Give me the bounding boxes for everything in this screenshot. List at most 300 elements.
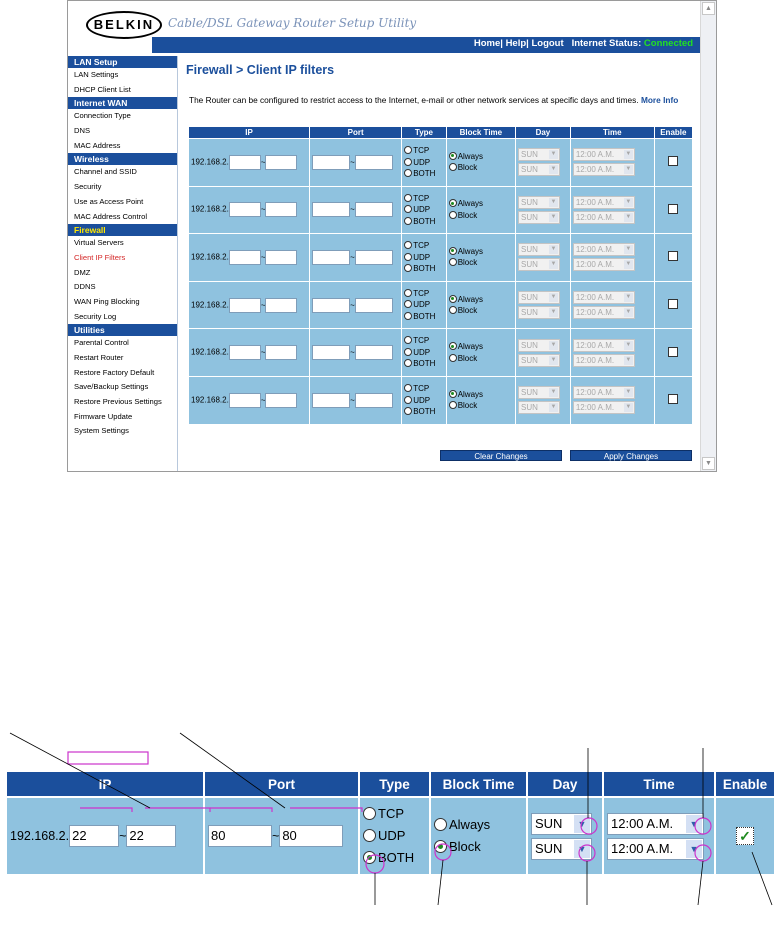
sidebar-item-security-log[interactable]: Security Log [74, 311, 117, 321]
radio-icon [404, 300, 412, 308]
block-block-radio[interactable]: Block [449, 210, 513, 222]
enable-cell [655, 234, 692, 281]
detail-ip-start-input[interactable]: 22 [69, 825, 119, 847]
chevron-down-icon: ▼ [550, 389, 557, 396]
radio-icon [404, 217, 412, 225]
ip-start-input[interactable] [229, 155, 261, 170]
tilde: ~ [260, 300, 266, 310]
radio-icon [404, 312, 412, 320]
radio-icon [404, 289, 412, 297]
day-end-select[interactable]: SUN ▼ [518, 258, 560, 271]
day-end-select[interactable]: SUN ▼ [518, 211, 560, 224]
time-cell [571, 377, 654, 424]
chevron-down-icon: ▼ [550, 246, 557, 253]
tilde: ~ [260, 395, 266, 405]
ip-start-input[interactable] [229, 298, 261, 313]
block-always-radio[interactable]: Always [449, 294, 513, 306]
sidebar-section-wireless: Wireless [68, 153, 177, 165]
time-start-select[interactable]: 12:00 A.M. ▼ [573, 196, 635, 209]
radio-icon [449, 306, 457, 314]
block-always-radio[interactable]: Always [449, 198, 513, 210]
type-udp-radio[interactable]: UDP [404, 395, 443, 407]
port-cell [310, 139, 401, 186]
ip-start-input[interactable] [229, 393, 261, 408]
help-link[interactable]: Help [505, 38, 527, 49]
detail-ip-end-input[interactable]: 22 [126, 825, 176, 847]
day-end-select[interactable]: SUN ▼ [518, 401, 560, 414]
sidebar-item-wan-ping-blocking[interactable]: WAN Ping Blocking [74, 296, 140, 306]
port-cell [310, 282, 401, 329]
ip-end-input[interactable] [265, 345, 297, 360]
day-start-select[interactable]: SUN ▼ [518, 243, 560, 256]
port-start-input[interactable] [312, 393, 350, 408]
day-start-select[interactable]: SUN ▼ [518, 148, 560, 161]
ip-prefix: 192.168.2. [191, 347, 229, 357]
tilde: ~ [272, 829, 280, 843]
chevron-down-icon: ▼ [686, 815, 702, 833]
radio-icon [449, 258, 457, 266]
time-start-select[interactable]: 12:00 A.M. ▼ [573, 148, 635, 161]
sidebar-item-firmware-update[interactable]: Firmware Update [74, 411, 133, 421]
enable-checkbox[interactable] [668, 156, 678, 166]
block-block-radio[interactable]: Block [449, 305, 513, 317]
ip-end-input[interactable] [265, 393, 297, 408]
clear-changes-button[interactable]: Clear Changes [440, 450, 562, 461]
detail-header-time: Time [604, 772, 714, 796]
detail-header-type: Type [360, 772, 429, 796]
chevron-down-icon: ▼ [625, 404, 632, 411]
chevron-down-icon: ▼ [550, 151, 557, 158]
chevron-down-icon: ▼ [625, 294, 632, 301]
time-end-select[interactable]: 12:00 A.M. ▼ [573, 354, 635, 367]
chevron-down-icon: ▼ [625, 261, 632, 268]
type-udp-radio[interactable]: UDP [404, 347, 443, 359]
block-always-radio[interactable]: Always [449, 389, 513, 401]
intro-body: The Router can be configured to restrict access to the Internet, e-mail or other network services at specific days and times. [189, 95, 639, 105]
sidebar [68, 56, 178, 472]
tilde: ~ [119, 829, 127, 843]
port-cell [310, 329, 401, 376]
sidebar-section-firewall: Firewall [68, 224, 177, 236]
type-udp-radio[interactable]: UDP [404, 299, 443, 311]
chevron-down-icon: ▼ [625, 309, 632, 316]
detail-type-both[interactable]: BOTH [363, 847, 426, 869]
type-both-radio[interactable]: BOTH [404, 263, 443, 275]
sidebar-item-restore-previous-settings[interactable]: Restore Previous Settings [74, 397, 162, 407]
day-start-select[interactable]: SUN ▼ [518, 339, 560, 352]
internet-status-value: Connected [643, 38, 693, 49]
apply-changes-button[interactable]: Apply Changes [570, 450, 692, 461]
radio-icon [404, 194, 412, 202]
radio-icon [404, 359, 412, 367]
chevron-down-icon: ▼ [550, 309, 557, 316]
type-cell [402, 139, 445, 186]
block-always-radio[interactable]: Always [449, 341, 513, 353]
sidebar-item-dmz[interactable]: DMZ [74, 267, 91, 277]
enable-checkbox[interactable] [668, 394, 678, 404]
type-tcp-radio[interactable]: TCP [404, 240, 443, 252]
port-end-input[interactable] [355, 202, 393, 217]
day-start-select[interactable]: SUN ▼ [518, 196, 560, 209]
detail-ip-prefix: 192.168.2. [10, 829, 70, 844]
port-end-input[interactable] [355, 250, 393, 265]
radio-icon [449, 354, 457, 362]
port-cell [310, 234, 401, 281]
type-cell [402, 187, 445, 234]
time-cell [571, 282, 654, 329]
day-end-select[interactable]: SUN ▼ [518, 163, 560, 176]
block-time-cell [447, 329, 515, 376]
radio-icon [449, 199, 457, 207]
radio-icon [363, 807, 376, 820]
detail-time-cell [604, 798, 714, 874]
radio-icon [404, 264, 412, 272]
chevron-down-icon: ▼ [686, 840, 702, 858]
port-cell [310, 377, 401, 424]
block-block-radio[interactable]: Block [449, 162, 513, 174]
time-end-select[interactable]: 12:00 A.M. ▼ [573, 401, 635, 414]
radio-icon [434, 818, 447, 831]
router-setup-window [67, 0, 717, 472]
type-tcp-radio[interactable]: TCP [404, 193, 443, 205]
day-start-select[interactable]: SUN ▼ [518, 291, 560, 304]
radio-icon [449, 401, 457, 409]
ip-cell [189, 139, 309, 186]
table-row [189, 377, 692, 424]
type-both-radio[interactable]: BOTH [404, 358, 443, 370]
enable-checkbox[interactable] [668, 251, 678, 261]
sidebar-item-connection-type[interactable]: Connection Type [74, 111, 131, 121]
detail-block-always[interactable]: Always [434, 814, 523, 836]
day-cell [516, 139, 570, 186]
detail-day-end-select[interactable]: SUN ▼ [531, 838, 592, 860]
day-start-select[interactable]: SUN ▼ [518, 386, 560, 399]
radio-icon [449, 163, 457, 171]
enable-cell [655, 377, 692, 424]
enable-checkbox[interactable] [668, 299, 678, 309]
chevron-down-icon: ▼ [625, 213, 632, 220]
day-end-select[interactable]: SUN ▼ [518, 306, 560, 319]
radio-icon [449, 390, 457, 398]
scroll-up-icon[interactable]: ▲ [702, 2, 715, 15]
radio-icon [404, 384, 412, 392]
radio-icon [449, 342, 457, 350]
tilde: ~ [260, 157, 266, 167]
time-end-select[interactable]: 12:00 A.M. ▼ [573, 258, 635, 271]
chevron-down-icon: ▼ [574, 815, 590, 833]
top-nav-bar [152, 37, 701, 53]
header-port: Port [310, 127, 401, 138]
port-end-input[interactable] [355, 155, 393, 170]
block-time-cell [447, 187, 515, 234]
block-always-radio[interactable]: Always [449, 151, 513, 163]
detail-ip-cell [7, 798, 203, 874]
logout-link[interactable]: Logout [531, 38, 564, 49]
time-cell [571, 187, 654, 234]
detail-header-day: Day [528, 772, 602, 796]
type-both-radio[interactable]: BOTH [404, 216, 443, 228]
block-time-cell [447, 282, 515, 329]
time-end-select[interactable]: 12:00 A.M. ▼ [573, 163, 635, 176]
radio-icon [449, 247, 457, 255]
type-cell [402, 377, 445, 424]
time-cell [571, 234, 654, 281]
time-start-select[interactable]: 12:00 A.M. ▼ [573, 386, 635, 399]
ip-start-input[interactable] [229, 345, 261, 360]
detail-type-udp[interactable]: UDP [363, 825, 426, 847]
tilde: ~ [260, 205, 266, 215]
type-both-radio[interactable]: BOTH [404, 168, 443, 180]
block-always-radio[interactable]: Always [449, 246, 513, 258]
filter-table [188, 126, 693, 425]
radio-icon [404, 169, 412, 177]
header-enable: Enable [655, 127, 692, 138]
radio-icon [449, 152, 457, 160]
enable-cell [655, 282, 692, 329]
type-both-radio[interactable]: BOTH [404, 406, 443, 418]
detail-time-end-select[interactable]: 12:00 A.M. ▼ [607, 838, 704, 860]
sidebar-item-save-backup-settings[interactable]: Save/Backup Settings [74, 382, 149, 392]
detail-header-enable: Enable [716, 772, 774, 796]
enable-cell [655, 187, 692, 234]
type-udp-radio[interactable]: UDP [404, 157, 443, 169]
type-both-radio[interactable]: BOTH [404, 311, 443, 323]
radio-icon [404, 158, 412, 166]
sidebar-item-parental-control[interactable]: Parental Control [74, 338, 129, 348]
port-start-input[interactable] [312, 202, 350, 217]
header-type: Type [402, 127, 445, 138]
time-start-select[interactable]: 12:00 A.M. ▼ [573, 291, 635, 304]
sidebar-item-lan-settings[interactable]: LAN Settings [74, 70, 119, 79]
detail-day-cell [528, 798, 602, 874]
sidebar-item-mac-address-control[interactable]: MAC Address Control [74, 211, 148, 221]
ip-end-input[interactable] [265, 202, 297, 217]
detail-time-start-select[interactable]: 12:00 A.M. ▼ [607, 813, 704, 835]
enable-checkbox[interactable] [668, 204, 678, 214]
sidebar-item-restart-router[interactable]: Restart Router [74, 353, 124, 362]
radio-icon [404, 205, 412, 213]
radio-icon [404, 348, 412, 356]
block-time-cell [447, 377, 515, 424]
table-row [189, 234, 692, 281]
chevron-down-icon: ▼ [550, 198, 557, 205]
port-end-input[interactable] [355, 393, 393, 408]
chevron-down-icon: ▼ [550, 404, 557, 411]
day-cell [516, 234, 570, 281]
day-end-select[interactable]: SUN ▼ [518, 354, 560, 367]
chevron-down-icon: ▼ [625, 341, 632, 348]
belkin-logo: BELKIN [86, 11, 162, 39]
detail-type-tcp[interactable]: TCP [363, 803, 426, 825]
chevron-down-icon: ▼ [625, 166, 632, 173]
port-start-input[interactable] [312, 345, 350, 360]
sidebar-item-virtual-servers[interactable]: Virtual Servers [74, 238, 124, 248]
table-row [189, 282, 692, 329]
detail-table [5, 770, 776, 876]
home-link[interactable]: Home [473, 38, 501, 49]
chevron-down-icon: ▼ [625, 246, 632, 253]
time-cell [571, 329, 654, 376]
type-tcp-radio[interactable]: TCP [404, 383, 443, 395]
day-cell [516, 282, 570, 329]
detail-type-cell [360, 798, 429, 874]
ip-cell [189, 329, 309, 376]
app-title: Cable/DSL Gateway Router Setup Utility [168, 16, 417, 30]
day-cell [516, 187, 570, 234]
radio-icon [404, 241, 412, 249]
ip-end-input[interactable] [265, 250, 297, 265]
scroll-down-icon[interactable]: ▼ [702, 457, 715, 470]
chevron-down-icon: ▼ [625, 198, 632, 205]
header-ip: IP [189, 127, 309, 138]
port-end-input[interactable] [355, 345, 393, 360]
ip-prefix: 192.168.2. [191, 300, 229, 310]
radio-icon [363, 829, 376, 842]
detail-header-ip: IP [7, 772, 203, 796]
sidebar-item-channel-and-ssid[interactable]: Channel and SSID [74, 167, 137, 177]
header-block-time: Block Time [447, 127, 515, 138]
table-row [189, 329, 692, 376]
type-cell [402, 234, 445, 281]
enable-cell [655, 139, 692, 186]
time-start-select[interactable]: 12:00 A.M. ▼ [573, 243, 635, 256]
page-title: Firewall > Client IP filters [186, 63, 335, 77]
sidebar-item-restore-factory-default[interactable]: Restore Factory Default [74, 367, 155, 377]
detail-block-block[interactable]: Block [434, 836, 523, 858]
ip-cell [189, 377, 309, 424]
port-start-input[interactable] [312, 155, 350, 170]
detail-port-start-input[interactable]: 80 [208, 825, 272, 847]
enable-checkbox[interactable] [668, 347, 678, 357]
intro-text [189, 95, 689, 106]
type-tcp-radio[interactable]: TCP [404, 288, 443, 300]
time-start-select[interactable]: 12:00 A.M. ▼ [573, 339, 635, 352]
detail-port-cell [205, 798, 358, 874]
table-row [189, 139, 692, 186]
ip-prefix: 192.168.2. [191, 205, 229, 214]
time-end-select[interactable]: 12:00 A.M. ▼ [573, 211, 635, 224]
top-links: Home| Help| Logout Internet Status: Connected [473, 38, 693, 49]
tilde: ~ [260, 252, 266, 262]
header [68, 1, 701, 53]
block-time-cell [447, 234, 515, 281]
chevron-down-icon: ▼ [550, 261, 557, 268]
type-udp-radio[interactable]: UDP [404, 204, 443, 216]
header-day: Day [516, 127, 570, 138]
chevron-down-icon: ▼ [574, 840, 590, 858]
detail-header-block-time: Block Time [431, 772, 526, 796]
detail-port-end-input[interactable]: 80 [279, 825, 343, 847]
block-block-radio[interactable]: Block [449, 257, 513, 269]
tilde: ~ [350, 300, 355, 310]
day-cell [516, 329, 570, 376]
ip-prefix: 192.168.2. [191, 395, 229, 405]
ip-cell [189, 187, 309, 234]
main-content [186, 63, 701, 417]
day-cell [516, 377, 570, 424]
chevron-down-icon: ▼ [625, 356, 632, 363]
type-tcp-radio[interactable]: TCP [404, 335, 443, 347]
detail-enable-cell [716, 798, 774, 874]
ip-end-input[interactable] [265, 155, 297, 170]
sidebar-item-system-settings[interactable]: System Settings [74, 426, 129, 436]
chevron-down-icon: ▼ [550, 166, 557, 173]
tilde: ~ [350, 348, 355, 358]
more-info-link[interactable]: More Info [640, 95, 679, 105]
enable-cell [655, 329, 692, 376]
sidebar-item-mac-address[interactable]: MAC Address [74, 140, 121, 150]
sidebar-section-utilities: Utilities [68, 324, 177, 336]
radio-icon [404, 396, 412, 404]
sidebar-item-dhcp-client-list[interactable]: DHCP Client List [74, 84, 131, 94]
tilde: ~ [350, 157, 355, 167]
detail-day-start-select[interactable]: SUN ▼ [531, 813, 592, 835]
tilde: ~ [260, 348, 266, 358]
radio-icon [404, 336, 412, 344]
detail-enable-checkbox[interactable]: ✓ [736, 827, 754, 845]
chevron-down-icon: ▼ [625, 151, 632, 158]
internet-status-label: Internet Status: [571, 38, 642, 49]
header-time: Time [571, 127, 654, 138]
port-start-input[interactable] [312, 250, 350, 265]
time-end-select[interactable]: 12:00 A.M. ▼ [573, 306, 635, 319]
radio-icon [404, 253, 412, 261]
port-start-input[interactable] [312, 298, 350, 313]
ip-cell [189, 234, 309, 281]
detail-header-port: Port [205, 772, 358, 796]
type-udp-radio[interactable]: UDP [404, 252, 443, 264]
radio-icon [449, 211, 457, 219]
sidebar-item-dns[interactable]: DNS [74, 126, 91, 136]
callout-label-box [68, 752, 148, 764]
ip-prefix: 192.168.2. [191, 252, 229, 262]
zoomed-filter-row [5, 770, 780, 880]
tilde: ~ [350, 205, 355, 215]
ip-start-input[interactable] [229, 202, 261, 217]
chevron-down-icon: ▼ [625, 389, 632, 396]
ip-start-input[interactable] [229, 250, 261, 265]
type-cell [402, 329, 445, 376]
sidebar-item-use-as-access-point[interactable]: Use as Access Point [74, 196, 144, 206]
radio-icon [449, 295, 457, 303]
ip-cell [189, 282, 309, 329]
type-tcp-radio[interactable]: TCP [404, 145, 443, 157]
time-cell [571, 139, 654, 186]
chevron-down-icon: ▼ [550, 294, 557, 301]
ip-end-input[interactable] [265, 298, 297, 313]
sidebar-section-lan-setup: LAN Setup [68, 56, 177, 68]
radio-icon [404, 146, 412, 154]
port-end-input[interactable] [355, 298, 393, 313]
chevron-down-icon: ▼ [550, 341, 557, 348]
radio-selected-icon [363, 851, 376, 864]
table-row [189, 187, 692, 234]
tilde: ~ [350, 252, 355, 262]
sidebar-item-ddns[interactable]: DDNS [74, 282, 96, 292]
block-block-radio[interactable]: Block [449, 353, 513, 365]
sidebar-item-security[interactable]: Security [74, 182, 102, 192]
ip-prefix: 192.168.2. [191, 157, 229, 167]
radio-icon [404, 407, 412, 415]
radio-selected-icon [434, 840, 447, 853]
sidebar-item-client-ip-filters[interactable]: Client IP Filters [74, 252, 126, 262]
port-cell [310, 187, 401, 234]
chevron-down-icon: ▼ [550, 356, 557, 363]
vertical-scrollbar[interactable] [700, 1, 716, 471]
block-block-radio[interactable]: Block [449, 400, 513, 412]
chevron-down-icon: ▼ [550, 213, 557, 220]
type-cell [402, 282, 445, 329]
